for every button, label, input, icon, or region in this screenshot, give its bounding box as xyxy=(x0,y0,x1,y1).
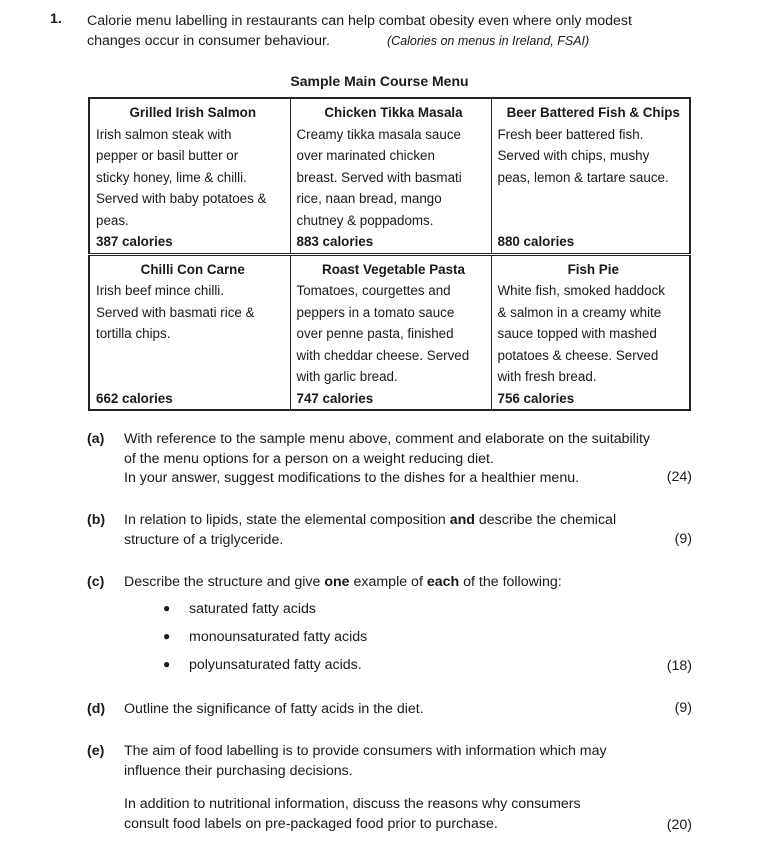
menu-cell-fish-pie xyxy=(491,254,690,410)
dish-desc-line: Fresh beer battered fish. xyxy=(497,126,644,142)
dish-desc-line: Irish beef mince chilli. xyxy=(96,283,225,298)
question-number: 1. xyxy=(50,11,62,27)
text-run: Describe the structure and give xyxy=(124,574,325,590)
dish-desc-line: with fresh bread. xyxy=(497,369,597,384)
part-line: consult food labels on pre-packaged food prior to purchase. xyxy=(124,815,498,832)
dish-desc-line: peas, lemon & tartare sauce. xyxy=(497,169,669,185)
dish-desc-line: Served with basmati rice & xyxy=(96,304,255,320)
marks-c: (18) xyxy=(666,658,692,674)
dish-desc-spacer xyxy=(96,345,290,388)
dish-desc-line: Served with chips, mushy xyxy=(497,148,650,163)
part-line: of the menu options for a person on a weight reducing diet. xyxy=(124,450,494,467)
part-text: Outline the significance of fatty acids in the diet. xyxy=(124,701,424,717)
menu-row xyxy=(89,254,690,410)
part-text xyxy=(124,511,616,550)
dish-name: Grilled Irish Salmon xyxy=(129,105,256,120)
dish-desc-line: Served with baby potatoes & xyxy=(96,191,267,206)
dish-desc-line: Creamy tikka masala sauce xyxy=(296,126,461,142)
intro-line-1: Calorie menu labelling in restaurants can help combat obesity even where only modest xyxy=(87,13,632,29)
part-text xyxy=(124,430,650,489)
dish-calories: 756 calories xyxy=(497,390,575,406)
marks-e: (20) xyxy=(666,817,692,833)
list-item-text: monounsaturated fatty acids xyxy=(189,629,368,645)
part-line: The aim of food labelling is to provide consumers with information which may xyxy=(124,743,607,759)
sample-menu-table xyxy=(88,97,691,411)
part-line: In your answer, suggest modifications to the dishes for a healthier menu. xyxy=(124,470,580,486)
dish-desc-line: peppers in a tomato sauce xyxy=(296,304,455,320)
part-label: (c) xyxy=(87,574,105,590)
intro-line-2: changes occur in consumer behaviour. xyxy=(87,33,330,49)
dish-name: Beer Battered Fish & Chips xyxy=(506,105,680,120)
text-run: of the following: xyxy=(459,574,562,590)
dish-calories: 747 calories xyxy=(296,390,374,406)
text-run: In relation to lipids, state the elemental composition xyxy=(124,512,450,528)
part-line: With reference to the sample menu above, comment and elaborate on the suitability xyxy=(124,431,651,447)
dish-desc-line: pepper or basil butter or xyxy=(96,148,239,163)
menu-cell-fish-chips xyxy=(491,98,690,254)
dish-desc-line: breast. Served with basmati xyxy=(296,169,462,185)
list-item-text: polyunsaturated fatty acids. xyxy=(189,657,362,673)
dish-desc-line: potatoes & cheese. Served xyxy=(497,347,659,363)
dish-desc-line: Tomatoes, courgettes and xyxy=(296,283,451,298)
dish-desc-line: peas. xyxy=(96,212,129,228)
dish-desc-line: over marinated chicken xyxy=(296,148,435,163)
part-line: influence their purchasing decisions. xyxy=(124,762,353,779)
part-text xyxy=(124,573,562,593)
dish-desc-line: with cheddar cheese. Served xyxy=(296,347,470,363)
text-run: example of xyxy=(349,574,427,590)
emphasis: one xyxy=(324,574,350,590)
part-line xyxy=(124,511,616,531)
menu-cell-chilli xyxy=(89,254,290,410)
part-label: (e) xyxy=(87,743,105,759)
part-line: In addition to nutritional information, discuss the reasons why consumers xyxy=(124,796,581,812)
part-label: (d) xyxy=(87,701,106,717)
dish-desc-line: over penne pasta, finished xyxy=(296,326,454,341)
bullet-icon: ● xyxy=(163,629,171,643)
dish-desc-line: White fish, smoked haddock xyxy=(497,283,665,298)
bullet-icon: ● xyxy=(163,657,171,671)
emphasis: each xyxy=(426,574,460,590)
dish-desc-spacer xyxy=(498,188,690,231)
dish-calories: 662 calories xyxy=(96,390,173,406)
source-citation: (Calories on menus in Ireland, FSAI) xyxy=(387,34,590,48)
dish-desc-line: & salmon in a creamy white xyxy=(497,304,662,320)
marks-d: (9) xyxy=(674,700,692,716)
dish-name: Chilli Con Carne xyxy=(140,261,245,277)
list-item-text: saturated fatty acids xyxy=(189,601,316,617)
part-label: (a) xyxy=(87,431,105,447)
text-run: describe the chemical xyxy=(474,512,617,528)
dish-desc-line: sauce topped with mashed xyxy=(497,326,657,341)
part-line: structure of a triglyceride. xyxy=(124,531,284,548)
dish-desc-line: sticky honey, lime & chilli. xyxy=(96,169,247,185)
marks-b: (9) xyxy=(674,531,692,547)
dish-name: Fish Pie xyxy=(567,261,619,277)
menu-row xyxy=(89,98,690,254)
marks-a: (24) xyxy=(666,469,692,485)
menu-title: Sample Main Course Menu xyxy=(290,73,469,89)
menu-cell-salmon xyxy=(89,98,290,254)
dish-desc-line: with garlic bread. xyxy=(296,369,398,384)
dish-name: Chicken Tikka Masala xyxy=(324,105,463,120)
dish-desc-line: Irish salmon steak with xyxy=(96,126,232,142)
part-text xyxy=(124,742,607,834)
dish-calories: 883 calories xyxy=(296,234,374,249)
menu-cell-tikka xyxy=(290,98,491,254)
dish-calories: 880 calories xyxy=(497,234,575,249)
question-intro xyxy=(87,11,632,51)
dish-desc-line: chutney & poppadoms. xyxy=(296,212,434,228)
emphasis: and xyxy=(449,512,475,528)
dish-desc-line: rice, naan bread, mango xyxy=(296,191,442,206)
dish-name: Roast Vegetable Pasta xyxy=(322,261,465,277)
menu-cell-pasta xyxy=(290,254,491,410)
bullet-icon: ● xyxy=(163,601,171,615)
part-label: (b) xyxy=(87,512,106,528)
dish-desc-line: tortilla chips. xyxy=(96,326,171,341)
paragraph-gap xyxy=(124,781,607,795)
dish-calories: 387 calories xyxy=(96,234,173,249)
